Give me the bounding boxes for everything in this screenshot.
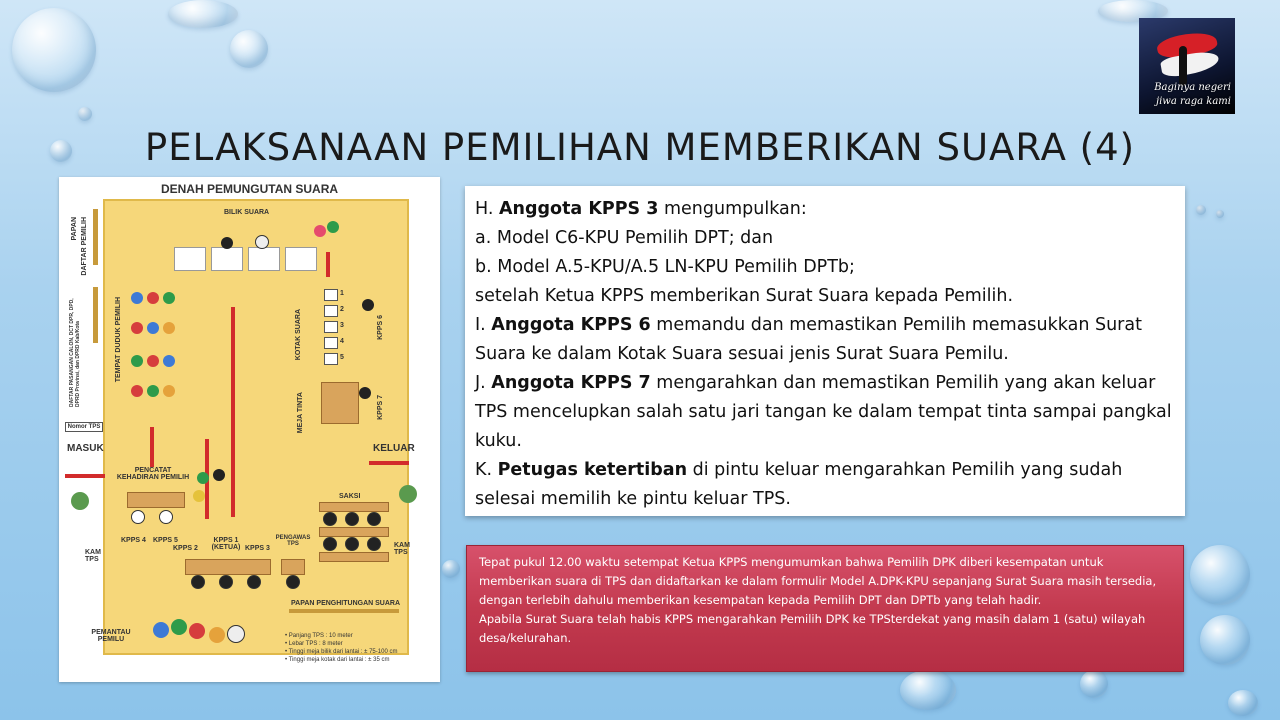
item-k-prefix: K. <box>475 460 498 480</box>
pemantau-label: PEMANTAU PEMILU <box>91 629 131 643</box>
kpps7-label: KPPS 7 <box>377 395 384 420</box>
notice-board <box>93 209 98 265</box>
daftar-pemilih-label: DAFTAR PEMILIH <box>81 217 88 276</box>
ballot-box-number: 5 <box>340 354 344 361</box>
water-drop-decoration <box>442 560 460 578</box>
voting-booth <box>211 247 243 271</box>
registration-table <box>127 492 185 508</box>
kpps6-figure <box>362 299 374 311</box>
item-k-bold: Petugas ketertiban <box>497 460 688 480</box>
seated-voter <box>131 292 143 304</box>
water-drop-decoration <box>168 0 238 28</box>
seated-voter <box>147 355 159 367</box>
voter-figure <box>221 237 233 249</box>
water-drop-decoration <box>230 30 268 68</box>
item-j-prefix: J. <box>475 373 492 393</box>
water-drop-decoration <box>900 670 956 710</box>
papan-hitung-label: PAPAN PENGHITUNGAN SUARA <box>291 600 401 607</box>
kotak-suara-label: KOTAK SUARA <box>295 309 302 361</box>
kpps-seat <box>191 575 205 589</box>
slogan-logo <box>1139 18 1235 114</box>
dpk-notice-box <box>466 545 1184 672</box>
ballot-box <box>324 305 338 317</box>
kpps1-label: KPPS 1 (KETUA) <box>211 537 241 551</box>
item-a: a. Model C6-KPU Pemilih DPT; dan <box>475 228 774 248</box>
item-h-bold: Anggota KPPS 3 <box>498 199 659 219</box>
ballot-box-number: 4 <box>340 338 344 345</box>
item-h-prefix: H. <box>475 199 499 219</box>
witness-seat <box>345 537 359 551</box>
water-drop-decoration <box>1228 690 1258 716</box>
masuk-label: MASUK <box>67 443 104 454</box>
content-panel <box>465 186 1185 516</box>
legend-item: • Tinggi meja bilik dari lantai : ± 75-100 cm <box>285 649 398 655</box>
counting-board <box>289 609 399 613</box>
daftar-calon-label: DAFTAR PASANGAN CALON, DCT DPR, DPD, DPRD Provinsi, dan DPRD Kab/Kota <box>69 298 81 407</box>
pengawas-label: PENGAWAS TPS <box>275 535 311 547</box>
item-i-prefix: I. <box>475 315 492 335</box>
item-j-rest: mengarahkan dan memastikan Pemilih yang akan keluar TPS mencelupkan salah satu jari tangan ke dalam tempat tinta sampai pangkal kuku. <box>475 373 1172 451</box>
ink-table <box>321 382 359 424</box>
water-drop-decoration <box>12 8 96 92</box>
logo-text-line2: jiwa raga kami <box>1156 96 1231 107</box>
witness-table <box>319 552 389 562</box>
saksi-label: SAKSI <box>339 493 361 500</box>
kam-tps-left-label: KAM TPS <box>85 549 101 563</box>
seated-voter <box>131 322 143 334</box>
supervisor-table <box>281 559 305 575</box>
seated-voter <box>163 385 175 397</box>
kpps4-label: KPPS 4 <box>121 537 146 544</box>
flow-arrow <box>326 252 330 277</box>
voting-booth <box>174 247 206 271</box>
kpps2-label: KPPS 2 <box>173 545 198 552</box>
flow-arrow <box>150 427 154 467</box>
kpps3-label: KPPS 3 <box>245 545 270 552</box>
witness-table <box>319 502 389 512</box>
slide-title: PELAKSANAAN PEMILIHAN MEMBERIKAN SUARA (4) <box>144 126 1136 169</box>
polling-station-map <box>59 177 440 682</box>
kpps6-label: KPPS 6 <box>377 315 384 340</box>
item-after: setelah Ketua KPPS memberikan Surat Suara kepada Pemilih. <box>475 286 1014 306</box>
supervisor-seat <box>286 575 300 589</box>
water-drop-decoration <box>1196 205 1206 215</box>
item-b: b. Model A.5-KPU/A.5 LN-KPU Pemilih DPTb; <box>475 257 855 277</box>
item-j-bold: Anggota KPPS 7 <box>491 373 651 393</box>
voter-figure <box>255 235 269 249</box>
observer-figure <box>153 622 169 638</box>
notice-paragraph-1: Tepat pukul 12.00 waktu setempat Ketua KPPS mengumumkan bahwa Pemilih DPK diberi kesempatan untuk memberikan suara di TPS dan didaftarkan ke dalam formulir Model A.DPK-KPU sepanjang Surat Suara masih tersedia, dengan terlebih dahulu memberikan kesempatan kepada Pemilih DPT dan DPTb yang telah hadir. <box>479 555 1157 607</box>
candidate-board <box>93 287 98 343</box>
keluar-label: KELUAR <box>373 443 415 454</box>
papan-label: PAPAN <box>71 217 78 241</box>
kpps7-figure <box>359 387 371 399</box>
pencatat-label: PENCATAT KEHADIRAN PEMILIH <box>116 467 190 481</box>
item-j <box>475 369 1175 456</box>
kpps-main-table <box>185 559 271 575</box>
water-drop-decoration <box>1080 670 1108 698</box>
ballot-box <box>324 337 338 349</box>
water-drop-decoration <box>78 107 92 121</box>
item-i-bold: Anggota KPPS 6 <box>491 315 651 335</box>
ballot-box-number: 1 <box>340 290 344 297</box>
seated-voter <box>147 385 159 397</box>
kpps5-label: KPPS 5 <box>153 537 178 544</box>
notice-paragraph-2: Apabila Surat Suara telah habis KPPS mengarahkan Pemilih DPK ke TPSterdekat yang masih dalam 1 (satu) wilayah desa/kelurahan. <box>479 612 1146 645</box>
legend-item: • Lebar TPS : 8 meter <box>285 641 343 647</box>
nomor-tps-label: Nomor TPS <box>65 422 103 432</box>
item-h <box>475 195 1175 224</box>
witness-seat <box>367 512 381 526</box>
item-k <box>475 456 1175 514</box>
seated-voter <box>147 292 159 304</box>
voter-entering <box>197 472 209 484</box>
observer-figure <box>171 619 187 635</box>
flow-arrow <box>231 307 235 517</box>
kpps-seat <box>247 575 261 589</box>
voting-booth <box>285 247 317 271</box>
observer-figure <box>209 627 225 643</box>
kpps-seat <box>131 510 145 524</box>
witness-seat <box>367 537 381 551</box>
bilik-suara-label: BILIK SUARA <box>224 209 270 216</box>
kpps-seat <box>219 575 233 589</box>
voter-figure <box>314 225 326 237</box>
security-figure <box>71 492 89 510</box>
tempat-duduk-label: TEMPAT DUDUK PEMILIH <box>115 297 122 383</box>
voter-entering <box>193 490 205 502</box>
witness-seat <box>323 537 337 551</box>
masuk-arrow <box>65 474 105 478</box>
item-i-rest: memandu dan memastikan Pemilih memasukkan Surat Suara ke dalam Kotak Suara sesuai jenis Surat Suara Pemilu. <box>475 315 1142 364</box>
ballot-box-number: 3 <box>340 322 344 329</box>
observer-figure <box>227 625 245 643</box>
meja-tinta-label: MEJA TINTA <box>297 392 304 434</box>
security-figure <box>399 485 417 503</box>
ballot-box <box>324 353 338 365</box>
seated-voter <box>131 355 143 367</box>
witness-table <box>319 527 389 537</box>
kam-tps-right-label: KAM TPS <box>394 542 410 556</box>
ballot-box-number: 2 <box>340 306 344 313</box>
logo-text-line1: Baginya negeri <box>1154 82 1231 93</box>
figure-silhouette <box>1179 46 1187 86</box>
ballot-box <box>324 321 338 333</box>
item-k-rest: di pintu keluar mengarahkan Pemilih yang sudah selesai memilih ke pintu keluar TPS. <box>475 460 1123 509</box>
legend-item: • Tinggi meja kotak dari lantai : ± 35 cm <box>285 657 390 663</box>
keluar-arrow <box>369 461 409 465</box>
seated-voter <box>163 292 175 304</box>
water-drop-decoration <box>1200 615 1250 665</box>
legend-item: • Panjang TPS : 10 meter <box>285 633 353 639</box>
water-drop-decoration <box>1216 210 1224 218</box>
seated-voter <box>131 385 143 397</box>
water-drop-decoration <box>1190 545 1250 605</box>
voter-figure <box>327 221 339 233</box>
map-title: DENAH PEMUNGUTAN SUARA <box>160 182 339 196</box>
seated-voter <box>147 322 159 334</box>
item-h-rest: mengumpulkan: <box>658 199 807 219</box>
map-legend <box>285 632 397 664</box>
seated-voter <box>163 322 175 334</box>
item-i <box>475 311 1175 369</box>
seated-voter <box>163 355 175 367</box>
witness-seat <box>323 512 337 526</box>
voting-booth <box>248 247 280 271</box>
witness-seat <box>345 512 359 526</box>
voter-entering <box>213 469 225 481</box>
observer-figure <box>189 623 205 639</box>
ballot-box <box>324 289 338 301</box>
kpps-seat <box>159 510 173 524</box>
